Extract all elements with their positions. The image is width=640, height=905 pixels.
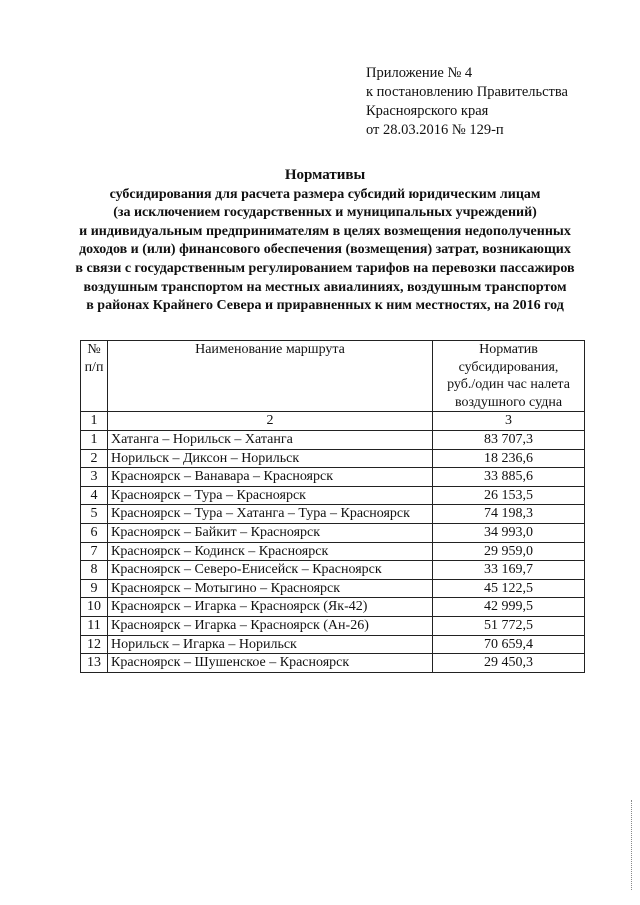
norm-value: 83 707,3 bbox=[433, 430, 585, 449]
table-row bbox=[81, 486, 585, 505]
column-index: 2 bbox=[108, 412, 433, 431]
row-number: 13 bbox=[81, 654, 108, 673]
header-norm-line: субсидирования, bbox=[458, 359, 559, 375]
table-row bbox=[81, 616, 585, 635]
norm-value: 29 959,0 bbox=[433, 542, 585, 561]
route-name: Красноярск – Тура – Красноярск bbox=[108, 486, 433, 505]
appendix-line: к постановлению Правительства bbox=[366, 84, 568, 100]
norm-value: 74 198,3 bbox=[433, 505, 585, 524]
header-norm-line: воздушного судна bbox=[454, 394, 563, 410]
route-name: Красноярск – Байкит – Красноярск bbox=[108, 523, 433, 542]
norm-value: 51 772,5 bbox=[433, 616, 585, 635]
route-name: Красноярск – Кодинск – Красноярск bbox=[108, 542, 433, 561]
table-row bbox=[81, 523, 585, 542]
norm-value: 33 885,6 bbox=[433, 468, 585, 487]
row-number: 10 bbox=[81, 598, 108, 617]
header-norm-line: руб./один час налета bbox=[447, 377, 570, 393]
table-row bbox=[81, 654, 585, 673]
norm-value: 45 122,5 bbox=[433, 579, 585, 598]
row-number: 5 bbox=[81, 505, 108, 524]
route-name: Хатанга – Норильск – Хатанга bbox=[108, 430, 433, 449]
header-route-label: Наименование маршрута bbox=[195, 342, 345, 357]
norm-value: 29 450,3 bbox=[433, 654, 585, 673]
title-line: субсидирования для расчета размера субсидий юридическим лицам bbox=[109, 186, 541, 202]
row-number: 6 bbox=[81, 523, 108, 542]
row-number: 9 bbox=[81, 579, 108, 598]
table-header-row bbox=[81, 341, 585, 412]
title-heading: Нормативы bbox=[284, 167, 366, 183]
header-number-line: № bbox=[87, 342, 101, 357]
header-norm bbox=[433, 341, 585, 412]
appendix-line: Красноярского края bbox=[366, 103, 489, 119]
table-row bbox=[81, 449, 585, 468]
route-name: Красноярск – Мотыгино – Красноярск bbox=[108, 579, 433, 598]
column-index: 3 bbox=[433, 412, 585, 431]
norm-value: 34 993,0 bbox=[433, 523, 585, 542]
row-number: 7 bbox=[81, 542, 108, 561]
title-line: в связи с государственным регулированием тарифов на перевозки пассажиров bbox=[75, 260, 575, 276]
route-name: Красноярск – Игарка – Красноярск (Ан-26) bbox=[108, 616, 433, 635]
norms-table bbox=[80, 340, 585, 673]
route-name: Красноярск – Тура – Хатанга – Тура – Красноярск bbox=[108, 505, 433, 524]
title-line: в районах Крайнего Севера и приравненных к ним местностях, на 2016 год bbox=[86, 298, 564, 314]
appendix-header bbox=[366, 64, 626, 140]
title-line: (за исключением государственных и муниципальных учреждений) bbox=[113, 205, 537, 221]
route-name: Красноярск – Северо-Енисейск – Красноярск bbox=[108, 561, 433, 580]
row-number: 8 bbox=[81, 561, 108, 580]
header-number-line: п/п bbox=[84, 359, 104, 375]
header-number bbox=[81, 341, 108, 412]
row-number: 1 bbox=[81, 430, 108, 449]
title-line: воздушным транспортом на местных авиалиниях, воздушным транспортом bbox=[83, 279, 567, 295]
column-index-row bbox=[81, 412, 585, 431]
route-name: Красноярск – Игарка – Красноярск (Як-42) bbox=[108, 598, 433, 617]
table-row bbox=[81, 561, 585, 580]
norm-value: 18 236,6 bbox=[433, 449, 585, 468]
row-number: 11 bbox=[81, 616, 108, 635]
appendix-line: от 28.03.2016 № 129-п bbox=[366, 122, 504, 138]
appendix-line: Приложение № 4 bbox=[366, 65, 473, 81]
header-norm-line: Норматив bbox=[479, 342, 538, 357]
row-number: 2 bbox=[81, 449, 108, 468]
norm-value: 42 999,5 bbox=[433, 598, 585, 617]
row-number: 3 bbox=[81, 468, 108, 487]
scan-edge-mark bbox=[631, 800, 633, 890]
title-line: доходов и (или) финансового обеспечения (возмещения) затрат, возникающих bbox=[79, 242, 571, 258]
route-name: Красноярск – Ванавара – Красноярск bbox=[108, 468, 433, 487]
route-name: Норильск – Диксон – Норильск bbox=[108, 449, 433, 468]
table-row bbox=[81, 430, 585, 449]
route-name: Красноярск – Шушенское – Красноярск bbox=[108, 654, 433, 673]
norm-value: 70 659,4 bbox=[433, 635, 585, 654]
row-number: 12 bbox=[81, 635, 108, 654]
norm-value: 33 169,7 bbox=[433, 561, 585, 580]
table-body bbox=[81, 412, 585, 672]
table-row bbox=[81, 468, 585, 487]
column-index: 1 bbox=[81, 412, 108, 431]
table-row bbox=[81, 542, 585, 561]
route-name: Норильск – Игарка – Норильск bbox=[108, 635, 433, 654]
row-number: 4 bbox=[81, 486, 108, 505]
table-row bbox=[81, 635, 585, 654]
table-row bbox=[81, 579, 585, 598]
title-line: и индивидуальным предпринимателям в целях возмещения недополученных bbox=[79, 223, 571, 239]
table-row bbox=[81, 598, 585, 617]
table-row bbox=[81, 505, 585, 524]
header-route-name bbox=[108, 341, 433, 412]
norm-value: 26 153,5 bbox=[433, 486, 585, 505]
document-title bbox=[40, 166, 610, 316]
